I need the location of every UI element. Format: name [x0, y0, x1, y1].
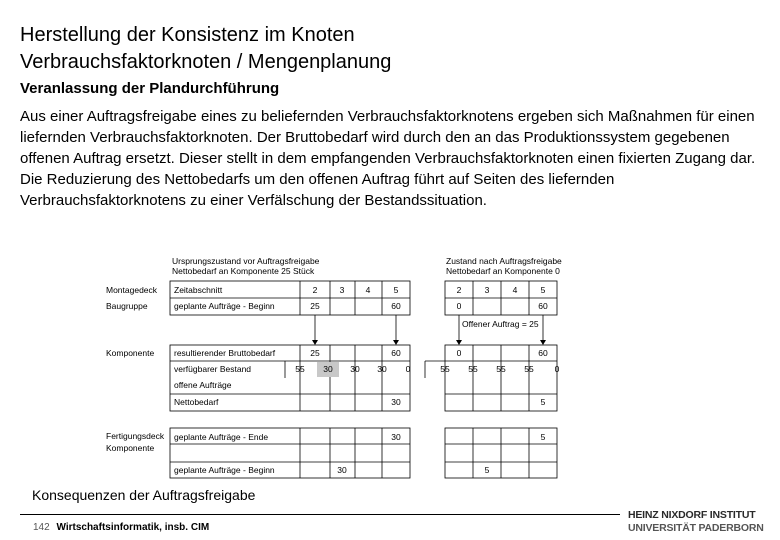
course-name: Wirtschaftsinformatik, insb. CIM	[56, 522, 210, 533]
consequence-label: Konsequenzen der Auftragsfreigabe	[32, 487, 256, 503]
page-number: 142	[33, 522, 50, 533]
footer	[33, 522, 209, 533]
row-geplante-ende: geplante Aufträge - Ende	[174, 432, 269, 442]
row-offene: offene Aufträge	[174, 380, 232, 390]
row-bestand: verfügbarer Bestand	[174, 364, 252, 374]
right-netto-value: 5	[540, 397, 546, 407]
row-zeitabschnitt: Zeitabschnitt	[174, 285, 223, 295]
period: 5	[393, 285, 399, 295]
right-bestand-value: 55	[468, 364, 478, 374]
label-fertigungsdeck-komponente: Komponente	[106, 443, 155, 453]
period: 2	[456, 285, 462, 295]
left-ende-value: 30	[391, 432, 401, 442]
period: 3	[484, 285, 490, 295]
left-beginn-value: 25	[310, 301, 320, 311]
row-netto: Nettobedarf	[174, 397, 219, 407]
left-header-2: Nettobedarf an Komponente 25 Stück	[172, 266, 315, 276]
label-baugruppe: Baugruppe	[106, 301, 148, 311]
right-beginn-value: 0	[456, 301, 462, 311]
logo-line-1: HEINZ NIXDORF INSTITUT	[628, 509, 756, 521]
left-beginn2-value: 30	[337, 465, 347, 475]
left-netto-value: 30	[391, 397, 401, 407]
left-brutto-value: 25	[310, 348, 320, 358]
right-header-1: Zustand nach Auftragsfreigabe	[446, 256, 562, 266]
right-beginn2-value: 5	[484, 465, 490, 475]
slide-subtitle: Veranlassung der Plandurchführung	[20, 80, 280, 97]
left-beginn-value: 60	[391, 301, 401, 311]
right-header-2: Nettobedarf an Komponente 0	[446, 266, 560, 276]
logo-line-2: UNIVERSITÄT PADERBORN	[628, 522, 764, 534]
left-bestand-value: 30	[350, 364, 360, 374]
title-line-2: Verbrauchsfaktorknoten / Mengenplanung	[20, 51, 392, 73]
right-bestand-value: 55	[524, 364, 534, 374]
left-bestand-value: 30	[377, 364, 387, 374]
left-header-1: Ursprungszustand vor Auftragsfreigabe	[172, 256, 320, 266]
right-bestand-value: 0	[554, 364, 560, 374]
right-brutto-value: 60	[538, 348, 548, 358]
right-ende-value: 5	[540, 432, 546, 442]
title-line-1: Herstellung der Konsistenz im Knoten	[20, 24, 355, 46]
right-bestand-value: 55	[496, 364, 506, 374]
institute-logo	[628, 509, 768, 535]
period: 2	[312, 285, 318, 295]
right-beginn-value: 60	[538, 301, 548, 311]
period: 3	[339, 285, 345, 295]
right-brutto-value: 0	[456, 348, 462, 358]
period: 5	[540, 285, 546, 295]
left-brutto-value: 60	[391, 348, 401, 358]
offener-auftrag-label: Offener Auftrag = 25	[462, 319, 539, 329]
left-bestand-start: 55	[295, 364, 305, 374]
left-bestand-value: 0	[405, 364, 411, 374]
left-bestand-value: 30	[323, 364, 333, 374]
period: 4	[512, 285, 518, 295]
period: 4	[365, 285, 371, 295]
label-fertigungsdeck: Fertigungsdeck	[106, 431, 165, 441]
label-montagedeck: Montagedeck	[106, 285, 158, 295]
body-paragraph: Aus einer Auftragsfreigabe eines zu beliefernden Verbrauchsfaktorknotens ergeben sich Maßnahmen für einen liefernden Verbrauchsfaktorknoten. Der Bruttobedarf wird durch den an das Produktionssystem gegebenen offenen Auftrag ersetzt. Dieser stellt in dem empfangenden Verbrauchsfaktorknoten einen fixierten Zugang dar. Die Reduzierung des Nettobedarfs um den offenen Auftrag führt auf Seiten des liefernden Verbrauchsfaktorknotens zu einer Verfälschung der Bestandssituation.	[20, 108, 756, 209]
label-komponente: Komponente	[106, 348, 155, 358]
row-geplante-beginn: geplante Aufträge - Beginn	[174, 301, 275, 311]
row-brutto: resultierender Bruttobedarf	[174, 348, 276, 358]
right-bestand-start: 55	[440, 364, 450, 374]
footer-divider	[20, 514, 620, 515]
row-geplante-beginn-2: geplante Aufträge - Beginn	[174, 465, 275, 475]
